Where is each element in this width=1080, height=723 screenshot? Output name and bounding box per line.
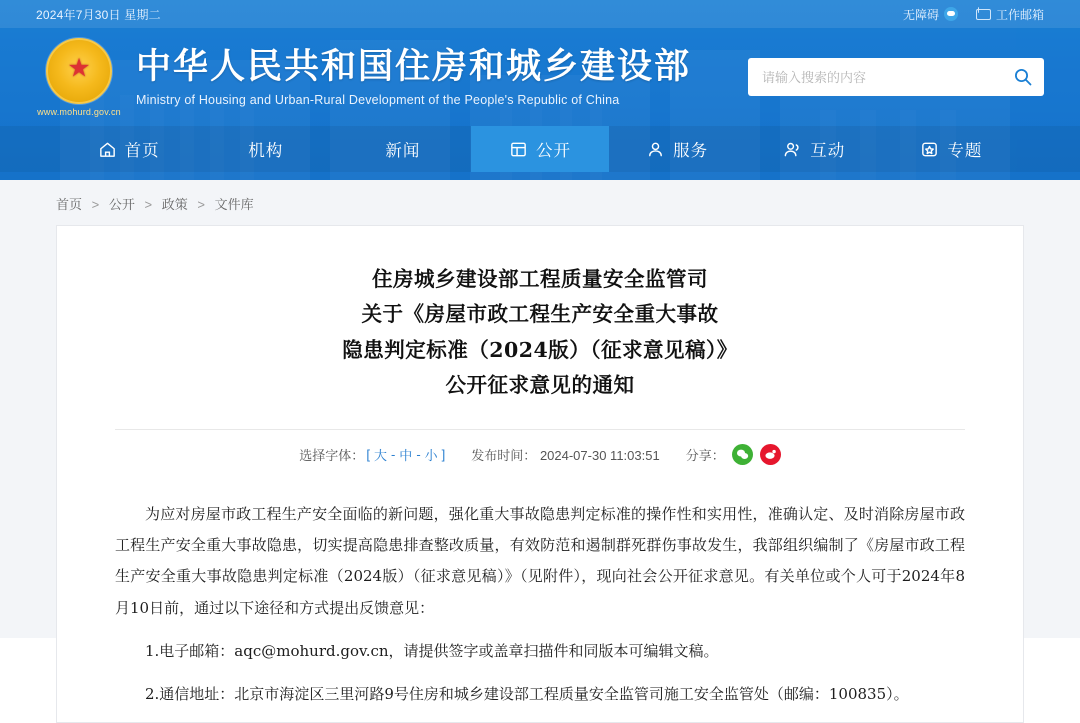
breadcrumb-separator: > (197, 197, 205, 212)
article-title (115, 260, 965, 403)
person-icon (646, 140, 665, 159)
current-date: 2024年7月30日 星期二 (36, 7, 161, 22)
article-body (115, 499, 965, 710)
mailbox-link[interactable] (976, 6, 1044, 23)
document-icon (509, 140, 528, 159)
breadcrumb-item-policy[interactable]: 政策 (161, 197, 188, 212)
share-block (686, 444, 781, 465)
breadcrumb-separator: > (144, 197, 153, 212)
breadcrumb-item-disclosure[interactable]: 公开 (108, 197, 135, 212)
nav-label: 首页 (124, 142, 160, 160)
bracket-close: ] (441, 447, 446, 462)
mailbox-label: 工作邮箱 (995, 7, 1044, 22)
nav-item-interaction[interactable] (746, 126, 883, 172)
page-body (0, 180, 1080, 703)
font-size-label: 选择字体： (299, 448, 365, 463)
share-label: 分享： (685, 448, 725, 463)
font-size-small[interactable]: 小 (424, 448, 438, 463)
publish-time-block (471, 445, 659, 464)
bracket-open: [ (366, 447, 370, 462)
nav-label: 新闻 (385, 142, 421, 160)
article-title-line: 隐患判定标准（2024版）（征求意见稿）》 (342, 337, 738, 362)
font-size-selector (299, 445, 445, 464)
search-box[interactable] (748, 58, 1044, 96)
search-area (748, 58, 1044, 96)
nav-label: 服务 (673, 142, 709, 160)
search-icon[interactable] (1012, 66, 1034, 88)
site-title-cn: 中华人民共和国住房和城乡建设部 (136, 45, 692, 87)
national-emblem-icon (46, 38, 112, 104)
wechat-icon[interactable] (732, 444, 753, 465)
article-paragraph: 2.通信地址：北京市海淀区三里河路9号住房和城乡建设部工程质量安全监管司施工安全监管处（邮编：100835）。 (145, 684, 909, 703)
font-size-medium[interactable]: 中 (399, 448, 413, 463)
breadcrumb-item-home[interactable]: 首页 (56, 197, 83, 212)
site-url-label: www.mohurd.gov.cn (37, 106, 121, 117)
nav-item-organization[interactable] (197, 126, 334, 172)
site-banner (0, 0, 1080, 180)
article-meta (115, 429, 965, 465)
utility-bar (0, 0, 1080, 28)
article-paragraph: 1.电子邮箱：aqc@mohurd.gov.cn，请提供签字或盖章扫描件和同版本可编辑文稿。 (145, 641, 719, 660)
national-emblem-block (36, 34, 122, 120)
article-paragraph: 为应对房屋市政工程生产安全面临的新问题，强化重大事故隐患判定标准的操作性和实用性，准确认定、及时消除房屋市政工程生产安全重大事故隐患，切实提高隐患排查整改质量，有效防范和遏制群死群伤事故发生，我部组织编制了《房屋市政工程生产安全重大事故隐患判定标准（2024版）（征求意见稿）》（见附件），现向社会公开征求意见。有关单位或个人可于2024年8月10日前，通过以下途径和方式提出反馈意见： (115, 505, 965, 617)
accessibility-link[interactable] (903, 6, 958, 23)
publish-time-label: 发布时间： (471, 448, 537, 463)
nav-label: 专题 (947, 142, 983, 160)
nav-item-disclosure[interactable] (471, 126, 608, 172)
people-icon (783, 140, 802, 159)
font-size-large[interactable]: 大 (373, 448, 387, 463)
site-title-en: Ministry of Housing and Urban-Rural Development of the People's Republic of China (136, 93, 620, 108)
article-title-line: 住房城乡建设部工程质量安全监管司 (372, 267, 708, 291)
main-nav (0, 126, 1080, 172)
star-icon (920, 140, 939, 159)
home-icon (98, 140, 117, 159)
article-title-line: 公开征求意见的通知 (445, 372, 635, 397)
nav-item-services[interactable] (609, 126, 746, 172)
mail-icon (976, 9, 991, 20)
breadcrumb-separator: > (91, 197, 100, 212)
publish-time-value: 2024-07-30 11:03:51 (539, 448, 660, 463)
article-card (56, 225, 1024, 723)
nav-item-topics[interactable] (883, 126, 1020, 172)
font-size-separator: - (416, 447, 421, 462)
nav-label: 公开 (535, 142, 571, 160)
nav-item-news[interactable] (334, 126, 471, 172)
weibo-icon[interactable] (760, 444, 781, 465)
nav-label: 互动 (810, 142, 846, 160)
nav-item-home[interactable] (60, 126, 197, 172)
search-input[interactable] (762, 70, 1012, 85)
font-size-separator: - (390, 447, 396, 462)
accessibility-icon (944, 7, 958, 21)
article-title-line: 关于《房屋市政工程生产安全重大事故 (361, 302, 719, 327)
breadcrumb-item-documents[interactable]: 文件库 (214, 197, 254, 212)
breadcrumb (56, 180, 1024, 225)
accessibility-label: 无障碍 (902, 7, 939, 22)
nav-label: 机构 (248, 142, 284, 160)
masthead (0, 28, 1080, 126)
site-title-block (136, 47, 691, 107)
